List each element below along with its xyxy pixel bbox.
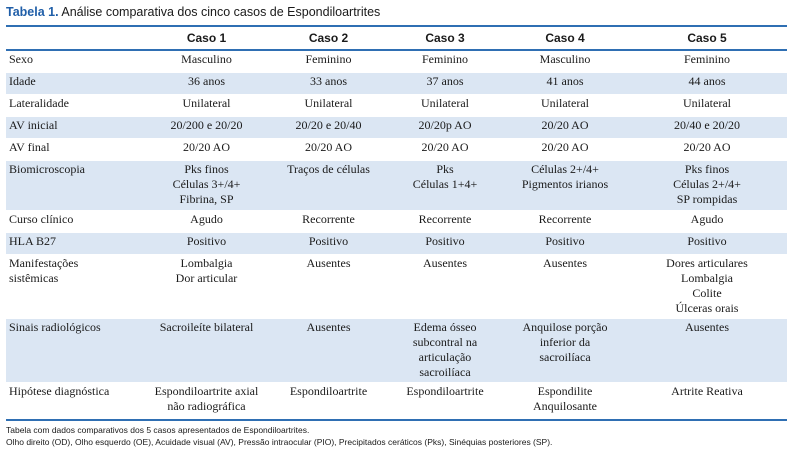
cell-caso-5: Dores articulares Lombalgia Colite Úlceras orais	[627, 254, 787, 318]
row-label: HLA B27	[6, 232, 143, 254]
row-label: AV final	[6, 138, 143, 160]
cell-caso-1: Espondiloartrite axial não radiográfica	[143, 382, 270, 420]
cell-caso-2: Ausentes	[270, 254, 387, 318]
table-row	[6, 116, 787, 138]
cell-caso-4: Ausentes	[503, 254, 627, 318]
cell-caso-3: Feminino	[387, 50, 503, 72]
row-label: AV inicial	[6, 116, 143, 138]
table-row	[6, 210, 787, 232]
cell-caso-2: Ausentes	[270, 318, 387, 382]
cell-caso-3: 20/20 AO	[387, 138, 503, 160]
table-row	[6, 160, 787, 210]
cell-caso-5: Agudo	[627, 210, 787, 232]
cell-caso-2: Espondiloartrite	[270, 382, 387, 420]
cell-caso-5: 20/20 AO	[627, 138, 787, 160]
cell-caso-2: 20/20 e 20/40	[270, 116, 387, 138]
cell-caso-1: 20/200 e 20/20	[143, 116, 270, 138]
row-label: Lateralidade	[6, 94, 143, 116]
cell-caso-1: 36 anos	[143, 72, 270, 94]
cell-caso-1: Masculino	[143, 50, 270, 72]
cell-caso-4: Masculino	[503, 50, 627, 72]
cell-caso-5: Unilateral	[627, 94, 787, 116]
cell-caso-5: Pks finos Células 2+/4+ SP rompidas	[627, 160, 787, 210]
cell-caso-3: Edema ósseo subcontral na articulação sacroilíaca	[387, 318, 503, 382]
cell-caso-5: Feminino	[627, 50, 787, 72]
table-row	[6, 138, 787, 160]
row-label: Biomicroscopia	[6, 160, 143, 210]
cell-caso-1: Lombalgia Dor articular	[143, 254, 270, 318]
header-row	[6, 26, 787, 50]
cell-caso-1: 20/20 AO	[143, 138, 270, 160]
cell-caso-2: Traços de células	[270, 160, 387, 210]
row-label: Hipótese diagnóstica	[6, 382, 143, 420]
cell-caso-4: Anquilose porção inferior da sacroilíaca	[503, 318, 627, 382]
cell-caso-5: 20/40 e 20/20	[627, 116, 787, 138]
cell-caso-5: Ausentes	[627, 318, 787, 382]
cell-caso-4: Células 2+/4+ Pigmentos irianos	[503, 160, 627, 210]
header-caso-2: Caso 2	[270, 26, 387, 50]
comparison-table	[6, 25, 787, 421]
cell-caso-1: Agudo	[143, 210, 270, 232]
header-caso-3: Caso 3	[387, 26, 503, 50]
caption-text: Análise comparativa dos cinco casos de Espondiloartrites	[61, 5, 381, 19]
cell-caso-4: 20/20 AO	[503, 116, 627, 138]
footnote-1: Tabela com dados comparativos dos 5 casos apresentados de Espondiloartrites.	[6, 425, 310, 435]
cell-caso-3: 37 anos	[387, 72, 503, 94]
cell-caso-5: Artrite Reativa	[627, 382, 787, 420]
header-caso-1: Caso 1	[143, 26, 270, 50]
cell-caso-3: Ausentes	[387, 254, 503, 318]
cell-caso-4: 20/20 AO	[503, 138, 627, 160]
cell-caso-4: Positivo	[503, 232, 627, 254]
cell-caso-2: Positivo	[270, 232, 387, 254]
row-label: Manifestações sistêmicas	[6, 254, 143, 318]
header-corner	[6, 26, 143, 50]
table-caption	[6, 5, 380, 19]
cell-caso-2: 33 anos	[270, 72, 387, 94]
cell-caso-5: Positivo	[627, 232, 787, 254]
cell-caso-2: 20/20 AO	[270, 138, 387, 160]
table-row	[6, 94, 787, 116]
row-label: Sexo	[6, 50, 143, 72]
row-label: Idade	[6, 72, 143, 94]
cell-caso-4: Recorrente	[503, 210, 627, 232]
footnote-2: Olho direito (OD), Olho esquerdo (OE), Acuidade visual (AV), Pressão intraocular (PIO), Precipitados ceráticos (Pks), Sinéquias posteriores (SP).	[6, 437, 553, 447]
cell-caso-2: Feminino	[270, 50, 387, 72]
cell-caso-4: Unilateral	[503, 94, 627, 116]
header-caso-4: Caso 4	[503, 26, 627, 50]
cell-caso-3: Recorrente	[387, 210, 503, 232]
cell-caso-1: Unilateral	[143, 94, 270, 116]
caption-label: Tabela 1.	[6, 5, 59, 19]
cell-caso-5: 44 anos	[627, 72, 787, 94]
row-label: Curso clínico	[6, 210, 143, 232]
table-row	[6, 318, 787, 382]
cell-caso-3: Positivo	[387, 232, 503, 254]
row-label: Sinais radiológicos	[6, 318, 143, 382]
table-row	[6, 382, 787, 420]
cell-caso-1: Sacroileíte bilateral	[143, 318, 270, 382]
cell-caso-4: 41 anos	[503, 72, 627, 94]
cell-caso-3: 20/20p AO	[387, 116, 503, 138]
table-row	[6, 232, 787, 254]
header-caso-5: Caso 5	[627, 26, 787, 50]
table-row	[6, 254, 787, 318]
cell-caso-4: Espondilite Anquilosante	[503, 382, 627, 420]
cell-caso-3: Unilateral	[387, 94, 503, 116]
cell-caso-1: Pks finos Células 3+/4+ Fibrina, SP	[143, 160, 270, 210]
cell-caso-3: Pks Células 1+4+	[387, 160, 503, 210]
table-row	[6, 72, 787, 94]
table-row	[6, 50, 787, 72]
cell-caso-3: Espondiloartrite	[387, 382, 503, 420]
cell-caso-2: Unilateral	[270, 94, 387, 116]
cell-caso-2: Recorrente	[270, 210, 387, 232]
cell-caso-1: Positivo	[143, 232, 270, 254]
